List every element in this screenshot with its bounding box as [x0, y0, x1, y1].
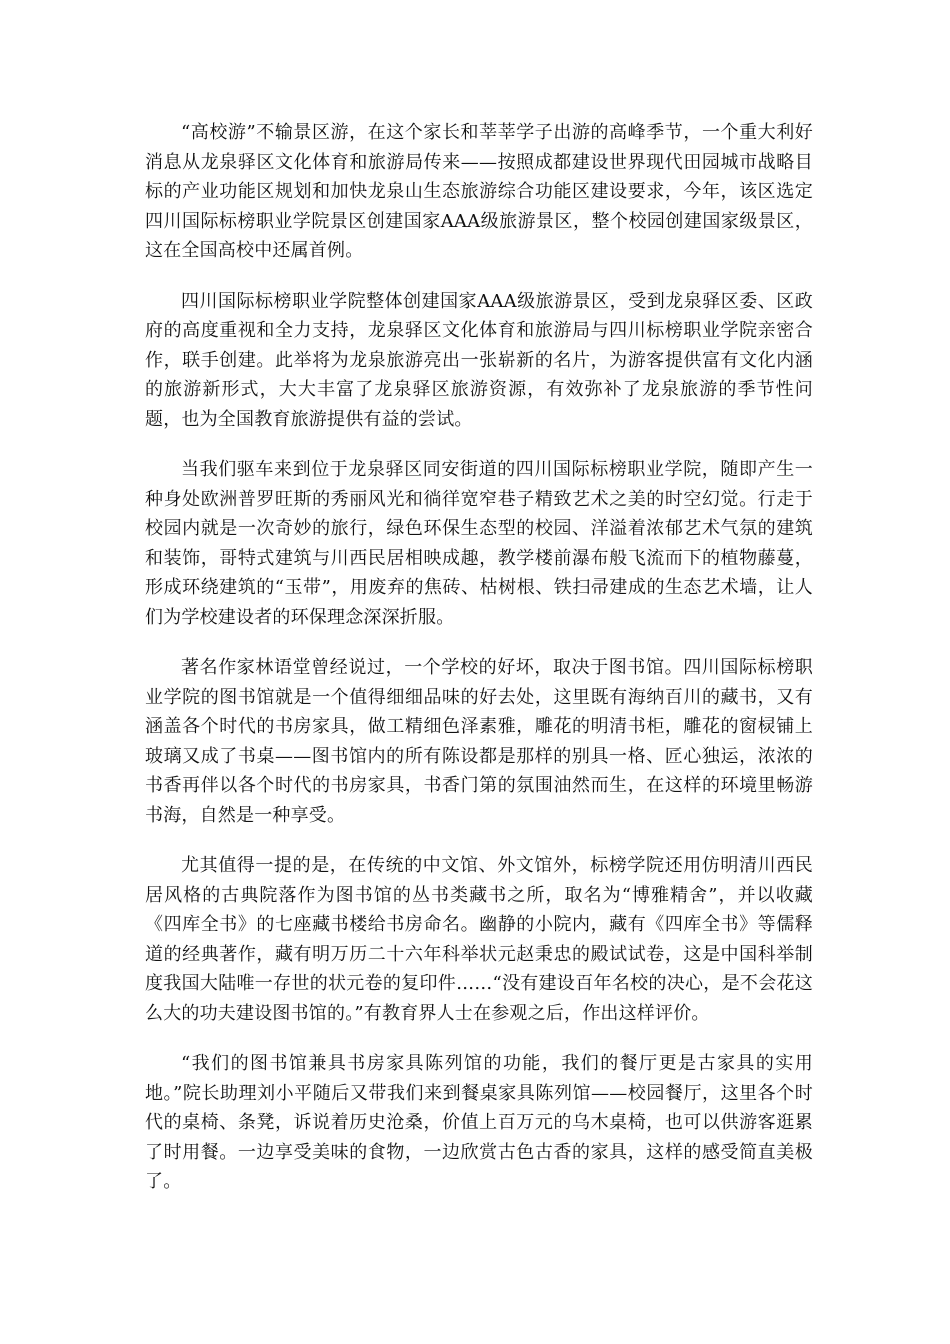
paragraph-5: 尤其值得一提的是，在传统的中文馆、外文馆外，标榜学院还用仿明清川西民居风格的古典院落作为图书馆的丛书类藏书之所，取名为“博雅精舍”，并以收藏《四库全书》的七座藏书楼给书房命名。幽静的小院内，藏有《四库全书》等儒释道的经典著作，藏有明万历二十六年科举状元赵秉忠的殿试试卷，这是中国科举制度我国大陆唯一存世的状元卷的复印件……“没有建设百年名校的决心，是不会花这么大的功夫建设图书馆的。”有教育界人士在参观之后，作出这样评价。	[145, 855, 813, 1024]
paragraph-3: 当我们驱车来到位于龙泉驿区同安街道的四川国际标榜职业学院，随即产生一种身处欧洲普罗旺斯的秀丽风光和徜徉宽窄巷子精致艺术之美的时空幻觉。行走于校园内就是一次奇妙的旅行，绿色环保生态型的校园、洋溢着浓郁艺术气氛的建筑和装饰，哥特式建筑与川西民居相映成趣，教学楼前瀑布般飞流而下的植物藤蔓，形成环绕建筑的“玉带”，用废弃的焦砖、枯树根、铁扫帚建成的生态艺术墙，让人们为学校建设者的环保理念深深折服。	[145, 459, 813, 628]
paragraph-1: “高校游”不输景区游，在这个家长和莘莘学子出游的高峰季节，一个重大利好消息从龙泉驿区文化体育和旅游局传来——按照成都建设世界现代田园城市战略目标的产业功能区规划和加快龙泉山生态旅游综合功能区建设要求，今年，该区选定四川国际标榜职业学院景区创建国家AAA级旅游景区，整个校园创建国家级景区，这在全国高校中还属首例。	[145, 122, 813, 261]
paragraph-6: “我们的图书馆兼具书房家具陈列馆的功能，我们的餐厅更是古家具的实用地。”院长助理刘小平随后又带我们来到餐桌家具陈列馆——校园餐厅，这里各个时代的桌椅、条凳，诉说着历史沧桑，价值上百万元的乌木桌椅，也可以供游客逛累了时用餐。一边享受美味的食物，一边欣赏古色古香的家具，这样的感受简直美极了。	[145, 1053, 813, 1192]
document-page	[145, 118, 813, 1218]
paragraph-4: 著名作家林语堂曾经说过，一个学校的好坏，取决于图书馆。四川国际标榜职业学院的图书馆就是一个值得细细品味的好去处，这里既有海纳百川的藏书，又有涵盖各个时代的书房家具，做工精细色泽素雅，雕花的明清书柜，雕花的窗棂铺上玻璃又成了书桌——图书馆内的所有陈设都是那样的别具一格、匠心独运，浓浓的书香再伴以各个时代的书房家具，书香门第的氛围油然而生，在这样的环境里畅游书海，自然是一种享受。	[145, 657, 813, 826]
paragraph-2: 四川国际标榜职业学院整体创建国家AAA级旅游景区，受到龙泉驿区委、区政府的高度重视和全力支持，龙泉驿区文化体育和旅游局与四川标榜职业学院亲密合作，联手创建。此举将为龙泉旅游亮出一张崭新的名片，为游客提供富有文化内涵的旅游新形式，大大丰富了龙泉驿区旅游资源，有效弥补了龙泉旅游的季节性问题，也为全国教育旅游提供有益的尝试。	[145, 290, 813, 430]
